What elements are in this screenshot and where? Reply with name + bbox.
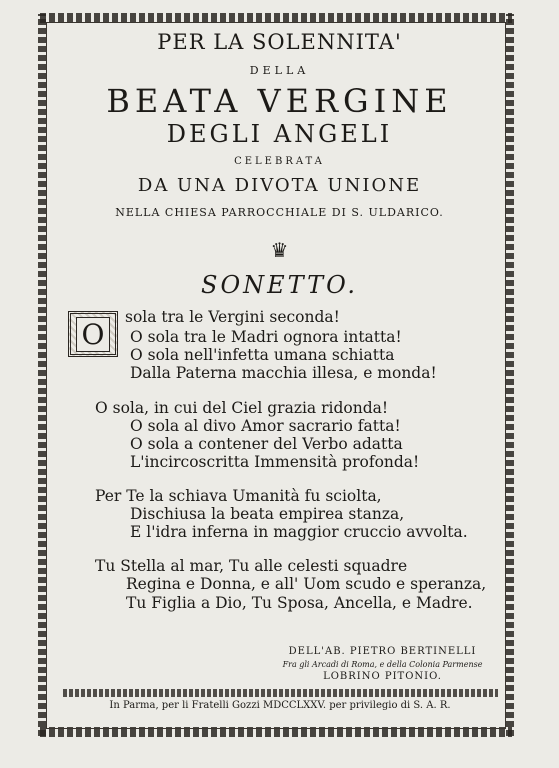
verse-line: Regina e Donna, e all' Uom scudo e speranza, (126, 575, 487, 593)
title-line-5: CELEBRATA (234, 156, 325, 167)
author-affiliation: Fra gli Arcadi di Roma, e della Colonia Parmense (282, 660, 483, 669)
printer-imprint: In Parma, per li Fratelli Gozzi MDCCLXXV. per privilegio di S. A. R. (109, 700, 451, 711)
title-line-2: DELLA (249, 64, 310, 77)
title-line-3: BEATA VERGINE (106, 82, 453, 120)
crown-icon: ♛ (270, 238, 289, 262)
verse-line: Tu Stella al mar, Tu alle celesti squadre (95, 557, 408, 575)
title-line-1: PER LA SOLENNITA' (157, 30, 402, 54)
drop-cap (68, 311, 118, 357)
sonnet-heading: SONETTO. (201, 271, 358, 299)
verse-line: O sola al divo Amor sacrario fatta! (130, 417, 401, 435)
verse-line: O sola a contener del Verbo adatta (130, 435, 403, 453)
title-line-7: NELLA CHIESA PARROCCHIALE DI S. ULDARICO. (115, 206, 444, 219)
verse-line: sola tra le Vergini seconda! (125, 308, 340, 326)
imprint-ornament (63, 689, 498, 697)
verse-line: L'incircoscritta Immensità profonda! (130, 453, 420, 471)
verse-line: O sola, in cui del Ciel grazia ridonda! (95, 399, 389, 417)
verse-line: O sola nell'infetta umana schiatta (130, 346, 395, 364)
author-name: DELL'AB. PIETRO BERTINELLI (288, 646, 477, 657)
verse-line: Tu Figlia a Dio, Tu Sposa, Ancella, e Madre. (126, 594, 473, 612)
title-line-4: DEGLI ANGELI (166, 120, 393, 148)
title-line-6: DA UNA DIVOTA UNIONE (137, 175, 422, 196)
drop-cap-letter: O (76, 317, 111, 352)
verse-line: Per Te la schiava Umanità fu sciolta, (95, 487, 382, 505)
verse-line: O sola tra le Madri ognora intatta! (130, 328, 402, 346)
author-pastoral-name: LOBRINO PITONIO. (323, 671, 442, 682)
verse-line: Dischiusa la beata empirea stanza, (130, 505, 405, 523)
verse-line: Dalla Paterna macchia illesa, e monda! (130, 364, 437, 382)
verse-line: E l'idra inferna in maggior cruccio avvolta. (130, 523, 468, 541)
